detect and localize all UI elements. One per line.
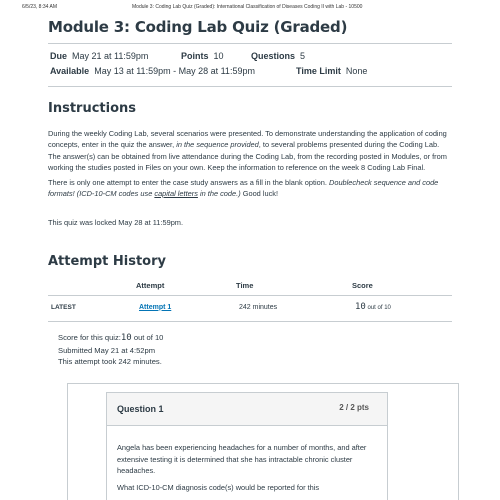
questions-value: 5 (300, 51, 306, 61)
attempt-link[interactable]: Attempt 1 (139, 303, 172, 311)
column-header: Time (236, 277, 352, 296)
table-row (48, 296, 452, 322)
time-limit-label: Time Limit (296, 66, 341, 76)
time-limit-value: None (345, 66, 368, 76)
print-page-title: Module 3: Coding Lab Quiz (Graded): International Classification of Diseases Coding II with Lab - 10500 (132, 4, 363, 10)
instructions-paragraph: There is only one attempt to enter the case study answers as a fill in the blank option. Doublecheck sequence and code formats! (ICD-10-CM codes use capital letters in the code.) Good luck! (48, 177, 439, 199)
attempt-history-heading: Attempt History (48, 254, 167, 270)
attempt-time: 242 minutes (236, 296, 352, 322)
column-header: Score (352, 277, 452, 296)
question-points: 2 / 2 pts (339, 403, 369, 412)
print-datetime: 6/5/23, 8:34 AM (22, 4, 58, 10)
instructions-paragraph: During the weekly Coding Lab, several scenarios were presented. To demonstrate understanding the application of coding concepts, enter in the quiz the answer, in the sequence provided, to several problems presented during the Coding Lab. The answer(s) can be obtained from live attendance during the Coding Lab, from the recording posted in Modules, or from working the studies posted in Files on your own. Keep the information to reference on the week 8 Coding Lab Final. (48, 129, 447, 173)
questions-label: Questions (251, 51, 296, 61)
attempt-duration: This attempt took 242 minutes. (58, 357, 162, 367)
page-title: Module 3: Coding Lab Quiz (Graded) (48, 18, 348, 36)
divider (48, 86, 452, 87)
quiz-details (48, 44, 452, 84)
column-header (48, 277, 136, 296)
question-card (106, 392, 388, 500)
question-text: Angela has been experiencing headaches for a number of months, and after extensive testing it is determined that she has intractable chronic cluster headaches. (117, 443, 367, 475)
attempt-history-table (48, 277, 452, 322)
column-header: Attempt (136, 277, 236, 296)
attempt-score: 10 out of 10 (352, 296, 452, 322)
instructions-heading: Instructions (48, 101, 137, 116)
question-header (107, 393, 387, 426)
due-label: Due (50, 51, 68, 61)
points-label: Points (181, 51, 209, 61)
latest-label: LATEST (48, 296, 136, 322)
table-header-row (48, 277, 452, 296)
print-header (22, 4, 478, 13)
submitted-time: Submitted May 21 at 4:52pm (58, 345, 156, 355)
instructions-body (48, 128, 452, 199)
attempt-summary (58, 332, 452, 368)
available-value: May 13 at 11:59pm - May 28 at 11:59pm (94, 66, 255, 76)
available-label: Available (50, 66, 90, 76)
question-body (107, 426, 387, 493)
quiz-page (48, 16, 452, 368)
score-summary: Score for this quiz:10 out of 10 (58, 333, 164, 344)
question-text: What ICD-10-CM diagnosis code(s) would be reported for this (117, 482, 320, 492)
question-title: Question 1 (117, 404, 164, 414)
points-value: 10 (213, 51, 224, 61)
due-value: May 21 at 11:59pm (72, 51, 149, 61)
locked-notice: This quiz was locked May 28 at 11:59pm. (48, 218, 184, 228)
